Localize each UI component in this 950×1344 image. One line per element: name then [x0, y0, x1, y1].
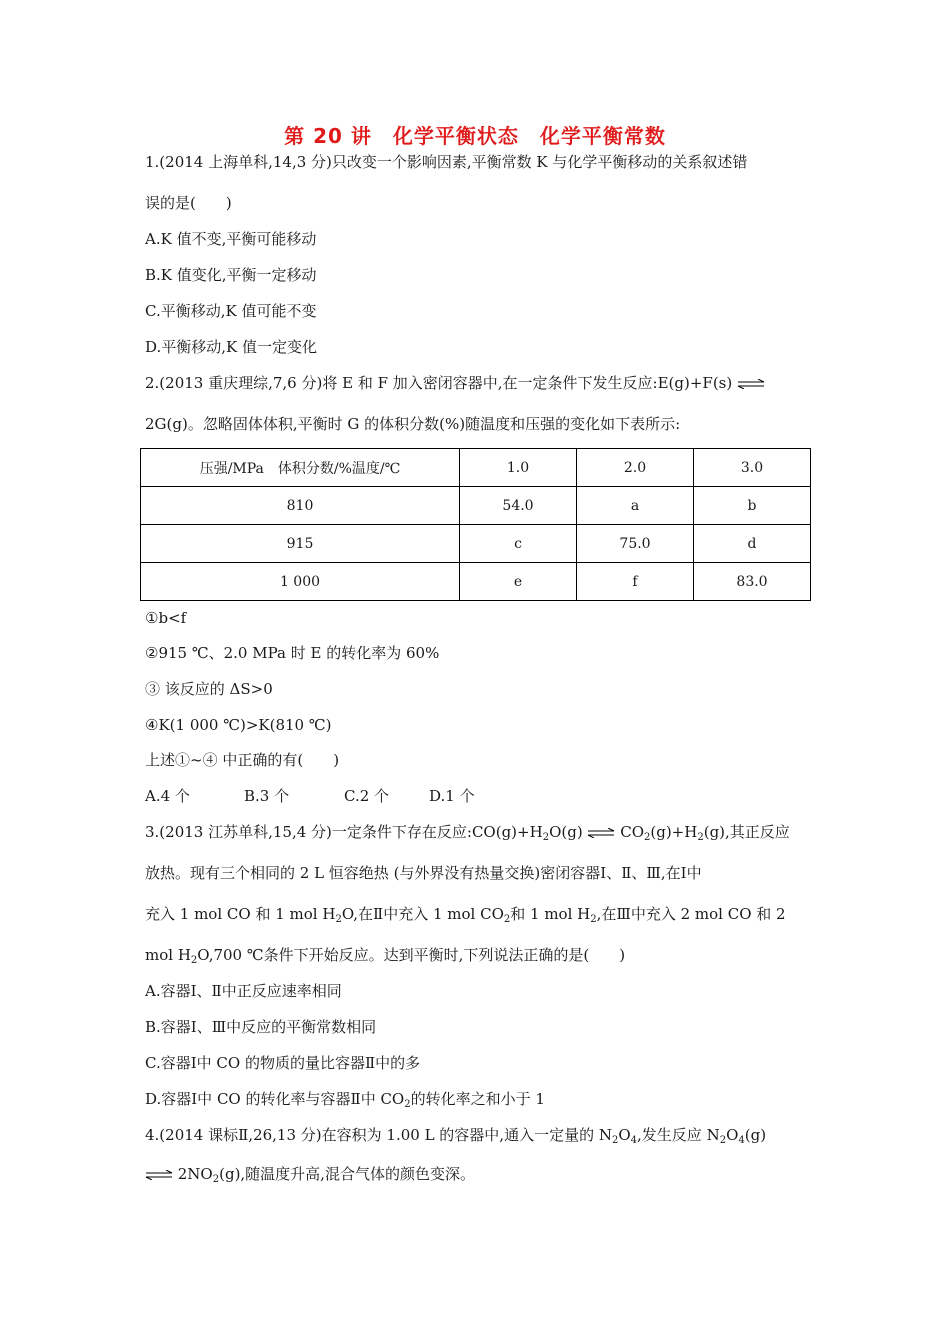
q1-option-b: B.K 值变化,平衡一定移动 [145, 266, 317, 284]
table-header-cell: 压强/MPa 体积分数/%温度/℃ [141, 449, 460, 487]
q2-statement-4: ④K(1 000 ℃)>K(810 ℃) [145, 716, 332, 734]
q3-text: (g),其正反应 [703, 823, 790, 841]
table-header-cell: 2.0 [577, 449, 694, 487]
q2-stem-line2: 2G(g)。忽略固体体积,平衡时 G 的体积分数(%)随温度和压强的变化如下表所示: [145, 415, 681, 433]
subscript: 2 [190, 955, 198, 966]
q3-option-b: B.容器Ⅰ、Ⅲ中反应的平衡常数相同 [145, 1018, 377, 1036]
q3-text: (g)+H [650, 823, 698, 841]
q3-text: mol H [145, 946, 191, 964]
q3-text: O(g) [549, 823, 583, 841]
q3-stem-line3 [145, 904, 786, 924]
subscript: 2 [404, 1099, 411, 1110]
q3-text: O,在Ⅱ中充入 1 mol CO [341, 905, 504, 923]
q1-option-d: D.平衡移动,K 值一定变化 [145, 338, 318, 356]
subscript: 2 [719, 1135, 727, 1146]
subscript: 4 [630, 1135, 638, 1146]
q3-stem-line2: 放热。现有三个相同的 2 L 恒容绝热 (与外界没有热量交换)密闭容器Ⅰ、Ⅱ、Ⅲ,在Ⅰ中 [145, 864, 702, 882]
q3-text: 3.(2013 江苏单科,15,4 分)一定条件下存在反应:CO(g)+H [145, 823, 543, 841]
q2-option-b: B.3 个 [244, 787, 290, 805]
subscript: 2 [503, 914, 511, 925]
q4-text: 2NO [173, 1165, 213, 1183]
subscript: 2 [335, 914, 342, 925]
data-table [140, 448, 811, 601]
table-cell: f [577, 563, 694, 601]
q4-text: O [726, 1126, 739, 1144]
subscript: 2 [212, 1174, 220, 1185]
table-row [141, 525, 811, 563]
subscript: 4 [738, 1135, 745, 1146]
q3-option-d [145, 1089, 545, 1109]
q4-stem-line1 [145, 1125, 766, 1145]
q2-option-a: A.4 个 [145, 787, 190, 805]
q3-text: ,在Ⅲ中充入 2 mol CO 和 2 [596, 905, 786, 923]
q2-statement-2: ②915 ℃、2.0 MPa 时 E 的转化率为 60% [145, 644, 440, 662]
table-cell: 54.0 [460, 487, 577, 525]
table-cell: c [460, 525, 577, 563]
table-cell: 75.0 [577, 525, 694, 563]
q3-text: O,700 ℃条件下开始反应。达到平衡时,下列说法正确的是( ) [197, 946, 626, 964]
table-cell: 1 000 [141, 563, 460, 601]
q4-stem-line2 [145, 1164, 475, 1184]
q3-text: 的转化率之和小于 1 [410, 1090, 545, 1108]
q2-statement-1: ①b<f [145, 609, 187, 627]
q3-stem-line4 [145, 945, 625, 965]
q1-option-c: C.平衡移动,K 值可能不变 [145, 302, 317, 320]
q3-text: D.容器Ⅰ中 CO 的转化率与容器Ⅱ中 CO [145, 1090, 405, 1108]
q3-option-a: A.容器Ⅰ、Ⅱ中正反应速率相同 [145, 982, 342, 1000]
q2-stem-line1 [145, 373, 765, 393]
q4-text: ,发生反应 N [637, 1126, 720, 1144]
table-cell: 915 [141, 525, 460, 563]
q2-option-c: C.2 个 [344, 787, 390, 805]
q3-text: CO [615, 823, 644, 841]
table-header-cell: 3.0 [694, 449, 811, 487]
q3-stem-line1 [145, 822, 790, 842]
q3-text: 和 1 mol H [510, 905, 591, 923]
q3-text: 充入 1 mol CO 和 1 mol H [145, 905, 336, 923]
q2-statement-3: ③ 该反应的 ΔS>0 [145, 680, 273, 698]
subscript: 2 [542, 832, 550, 843]
q4-text: (g) [744, 1126, 767, 1144]
page-title: 第 20 讲 化学平衡状态 化学平衡常数 [284, 124, 666, 148]
equilibrium-arrow-icon [145, 1170, 173, 1180]
table-cell: a [577, 487, 694, 525]
q1-stem-line1: 1.(2014 上海单科,14,3 分)只改变一个影响因素,平衡常数 K 与化学平衡移动的关系叙述错 [145, 153, 748, 171]
table-cell: 810 [141, 487, 460, 525]
q2-ask: 上述①~④ 中正确的有( ) [145, 751, 340, 769]
table-row [141, 487, 811, 525]
table-cell: b [694, 487, 811, 525]
q4-text: (g),随温度升高,混合气体的颜色变深。 [219, 1165, 475, 1183]
subscript: 2 [611, 1135, 619, 1146]
q4-text: 4.(2014 课标Ⅱ,26,13 分)在容积为 1.00 L 的容器中,通入一定量的 N [145, 1126, 612, 1144]
table-header-cell: 1.0 [460, 449, 577, 487]
q3-option-c: C.容器Ⅰ中 CO 的物质的量比容器Ⅱ中的多 [145, 1054, 421, 1072]
q2-options [145, 786, 475, 806]
table-cell: d [694, 525, 811, 563]
subscript: 2 [644, 832, 651, 843]
subscript: 2 [697, 832, 704, 843]
q1-option-a: A.K 值不变,平衡可能移动 [145, 230, 317, 248]
equilibrium-arrow-icon [737, 379, 765, 389]
q1-stem-line2: 误的是( ) [145, 194, 232, 212]
subscript: 2 [590, 914, 597, 925]
table-cell: 83.0 [694, 563, 811, 601]
table-cell: e [460, 563, 577, 601]
q2-option-d: D.1 个 [429, 787, 475, 805]
q4-text: O [618, 1126, 631, 1144]
q2-stem-text: 2.(2013 重庆理综,7,6 分)将 E 和 F 加入密闭容器中,在一定条件下发生反应:E(g)+F(s) [145, 374, 733, 392]
table-row [141, 563, 811, 601]
equilibrium-arrow-icon [587, 828, 615, 838]
table-header-row [141, 449, 811, 487]
